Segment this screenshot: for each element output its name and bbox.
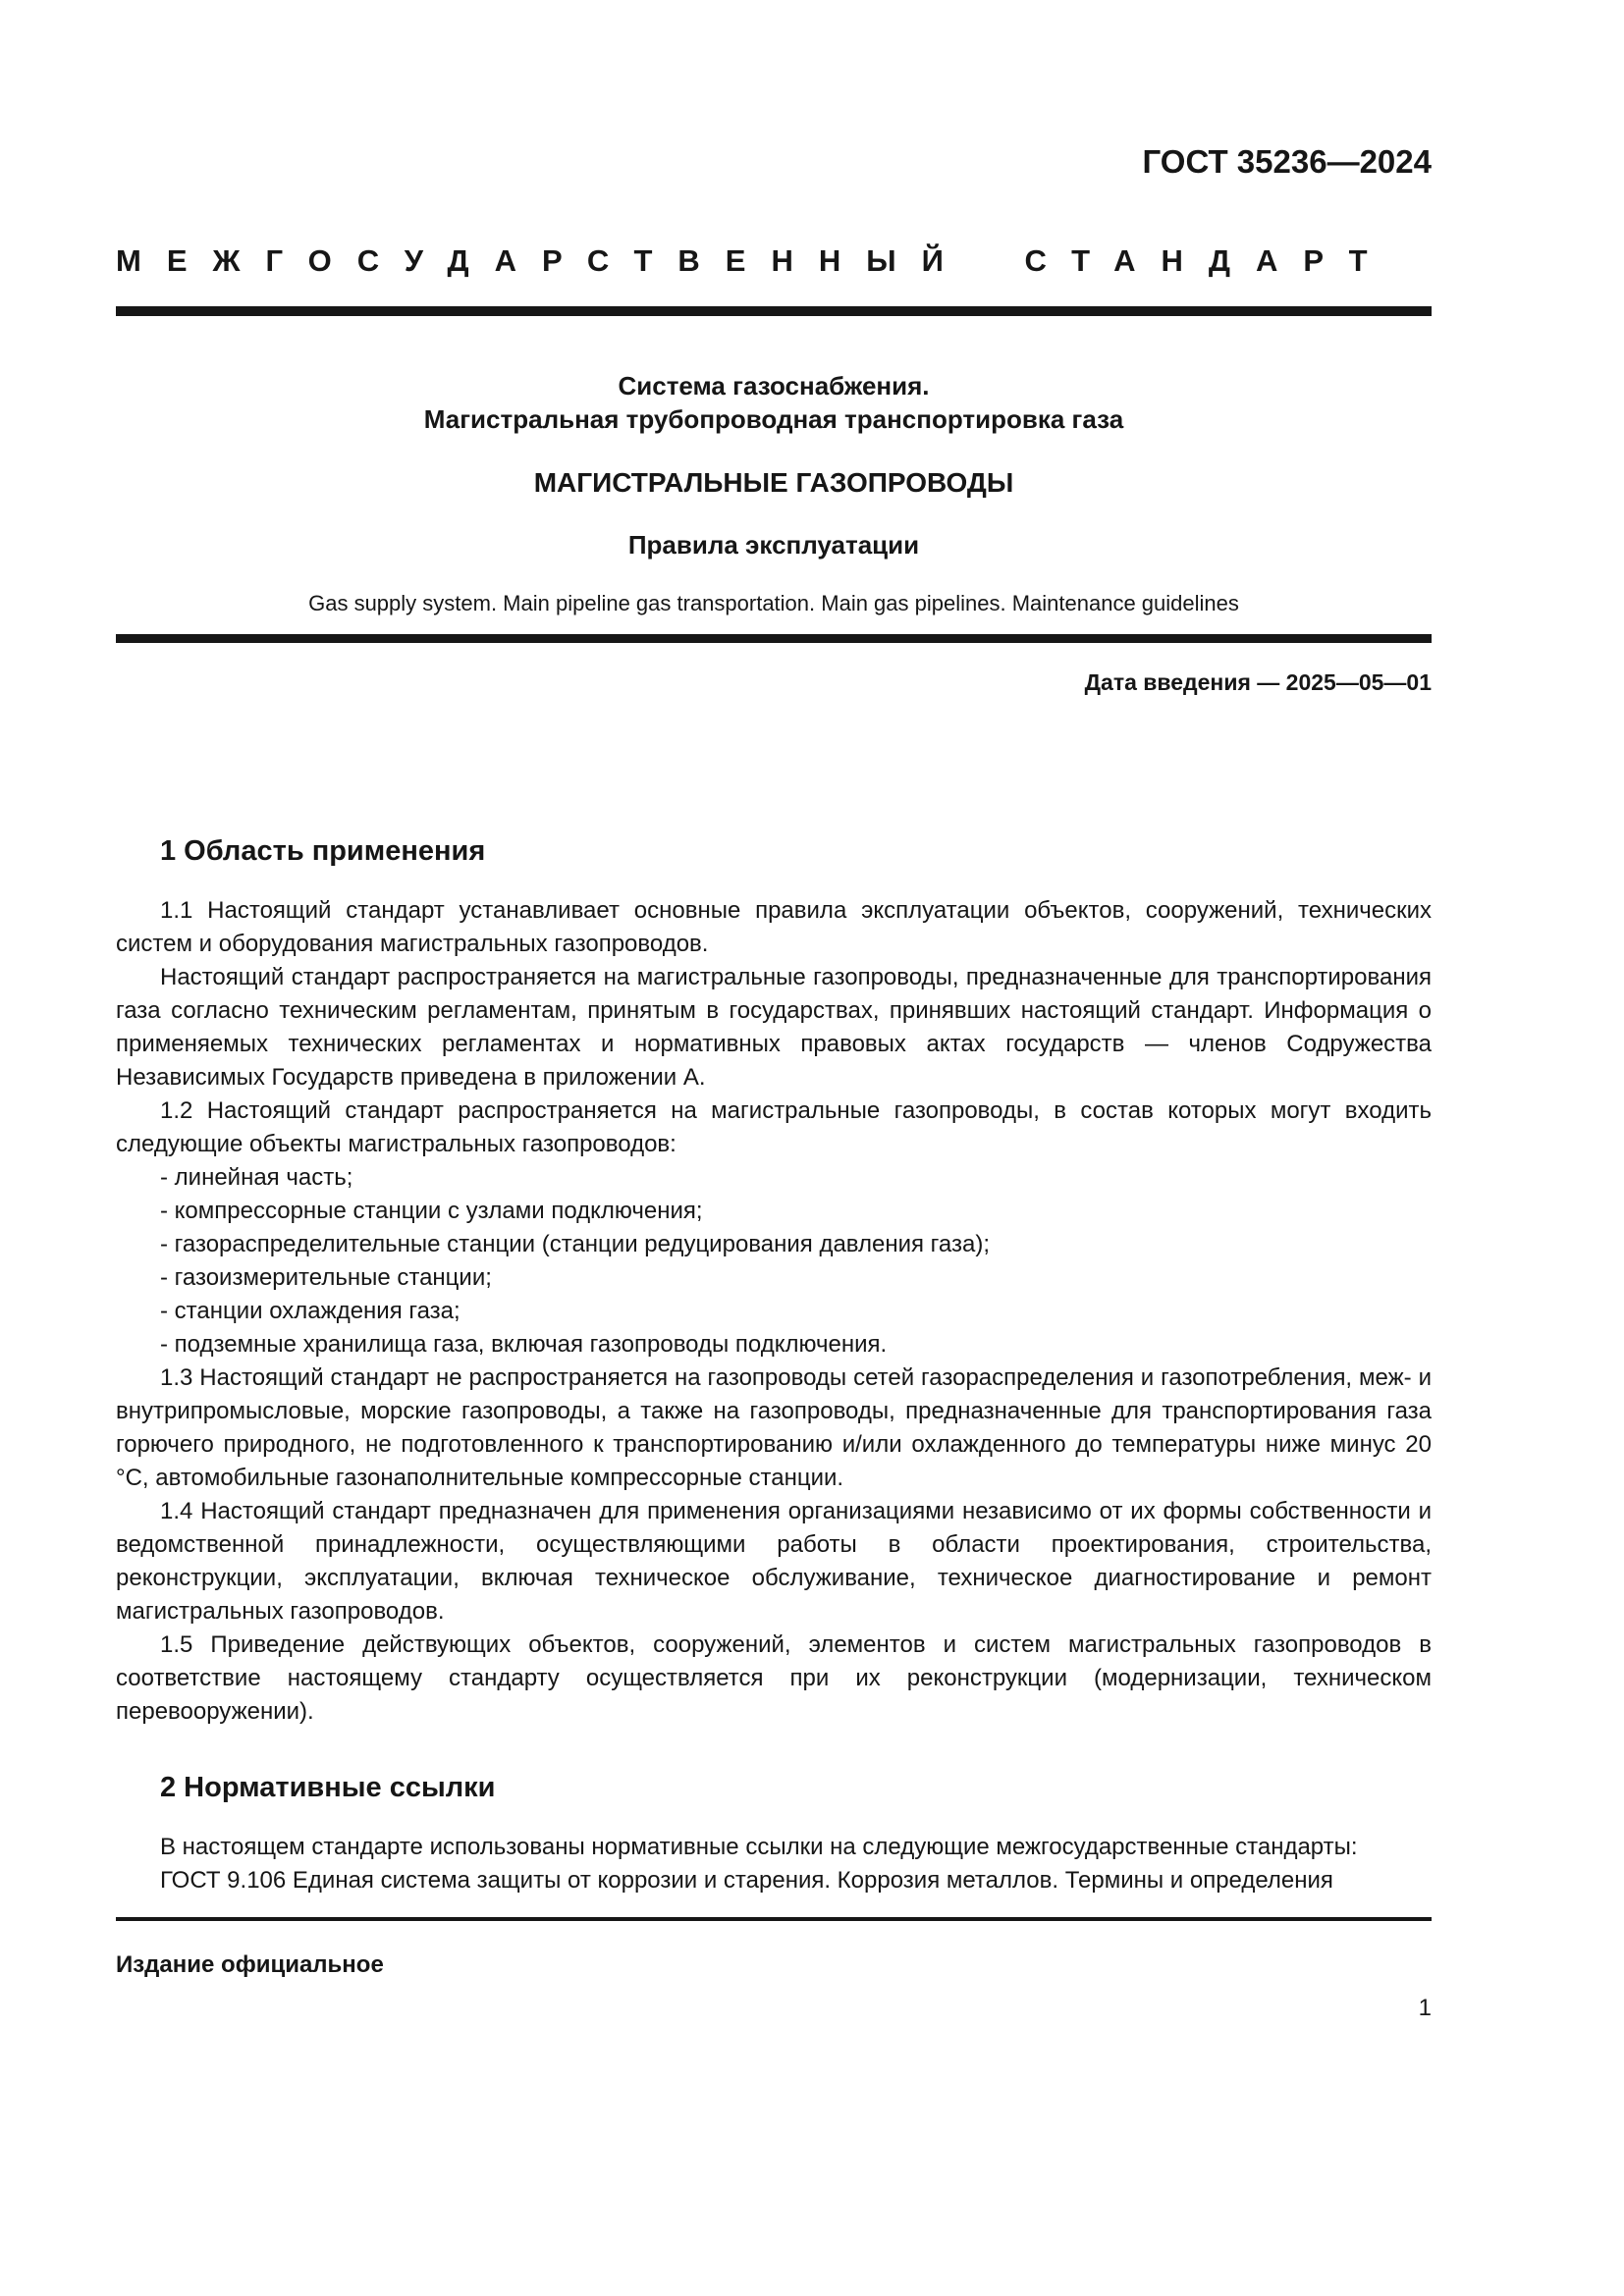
list-item: - газоизмерительные станции; bbox=[160, 1264, 492, 1291]
standard-type-label: МЕЖГОСУДАРСТВЕННЫЙ СТАНДАРТ bbox=[116, 243, 1393, 278]
paragraph: ГОСТ 9.106 Единая система защиты от коррозии и старения. Коррозия металлов. Термины и определения bbox=[160, 1867, 1333, 1894]
edition-note: Издание официальное bbox=[116, 1951, 384, 1978]
doc-code: ГОСТ 35236—2024 bbox=[1142, 143, 1432, 180]
title-main: МАГИСТРАЛЬНЫЕ ГАЗОПРОВОДЫ bbox=[533, 467, 1014, 498]
section-heading: 2 Нормативные ссылки bbox=[160, 1772, 496, 1803]
title-ru bbox=[116, 369, 1432, 436]
page-number: 1 bbox=[1418, 1995, 1432, 2021]
paragraph: Настоящий стандарт распространяется на магистральные газопроводы, предназначенные для транспортирования газа согласно техническим регламентам, принятым в государствах, принявших настоящий стандарт. Информация о применяемых технических регламентах и нормативных правовых актах государств — членов Содружества Независимых Государств приведена в приложении А. bbox=[116, 964, 1432, 1091]
paragraph: 1.2 Настоящий стандарт распространяется на магистральные газопроводы, в состав которых могут входить следующие объекты магистральных газопроводов: bbox=[116, 1097, 1432, 1157]
list-item: - линейная часть; bbox=[160, 1164, 353, 1191]
intro-date: Дата введения — 2025—05—01 bbox=[1084, 669, 1432, 695]
list-item: - подземные хранилища газа, включая газопроводы подключения. bbox=[160, 1331, 888, 1358]
section-heading: 1 Область применения bbox=[160, 835, 486, 867]
paragraph: 1.5 Приведение действующих объектов, сооружений, элементов и систем магистральных газопроводов в соответствие настоящему стандарту осуществляется при их реконструкции (модернизации, техническом перевооружении). bbox=[116, 1631, 1432, 1725]
document-body bbox=[116, 831, 1432, 1897]
title-ru-line2: Магистральная трубопроводная транспортировка газа bbox=[423, 404, 1124, 434]
paragraph: 1.4 Настоящий стандарт предназначен для применения организациями независимо от их формы собственности и ведомственной принадлежности, осуществляющими работы в области проектирования, строительства, реконструкции, эксплуатации, включая техническое обслуживание, техническое диагностирование и ремонт магистральных газопроводов. bbox=[116, 1498, 1432, 1625]
title-en: Gas supply system. Main pipeline gas transportation. Main gas pipelines. Maintenance guidelines bbox=[308, 591, 1239, 615]
title-rule bbox=[116, 634, 1432, 643]
paragraph: 1.1 Настоящий стандарт устанавливает основные правила эксплуатации объектов, сооружений, технических систем и оборудования магистральных газопроводов. bbox=[116, 897, 1432, 957]
footer-rule bbox=[116, 1917, 1432, 1921]
title-ru-line1: Система газоснабжения. bbox=[618, 371, 930, 400]
paragraph: 1.3 Настоящий стандарт не распространяется на газопроводы сетей газораспределения и газопотребления, меж- и внутрипромысловые, морские газопроводы, а также на газопроводы, предназначенные для транспортирования газа горючего природного, не подготовленного к транспортированию и/или охлажденного до температуры ниже минус 20 °С, автомобильные газонаполнительные компрессорные станции. bbox=[116, 1364, 1432, 1491]
title-block bbox=[116, 369, 1432, 618]
list-item: - компрессорные станции с узлами подключения; bbox=[160, 1198, 703, 1224]
header-rule bbox=[116, 306, 1432, 316]
list-item: - газораспределительные станции (станции редуцирования давления газа); bbox=[160, 1231, 990, 1257]
paragraph: В настоящем стандарте использованы нормативные ссылки на следующие межгосударственные стандарты: bbox=[160, 1834, 1358, 1860]
title-subtitle: Правила эксплуатации bbox=[627, 530, 920, 560]
list-item: - станции охлаждения газа; bbox=[160, 1298, 460, 1324]
